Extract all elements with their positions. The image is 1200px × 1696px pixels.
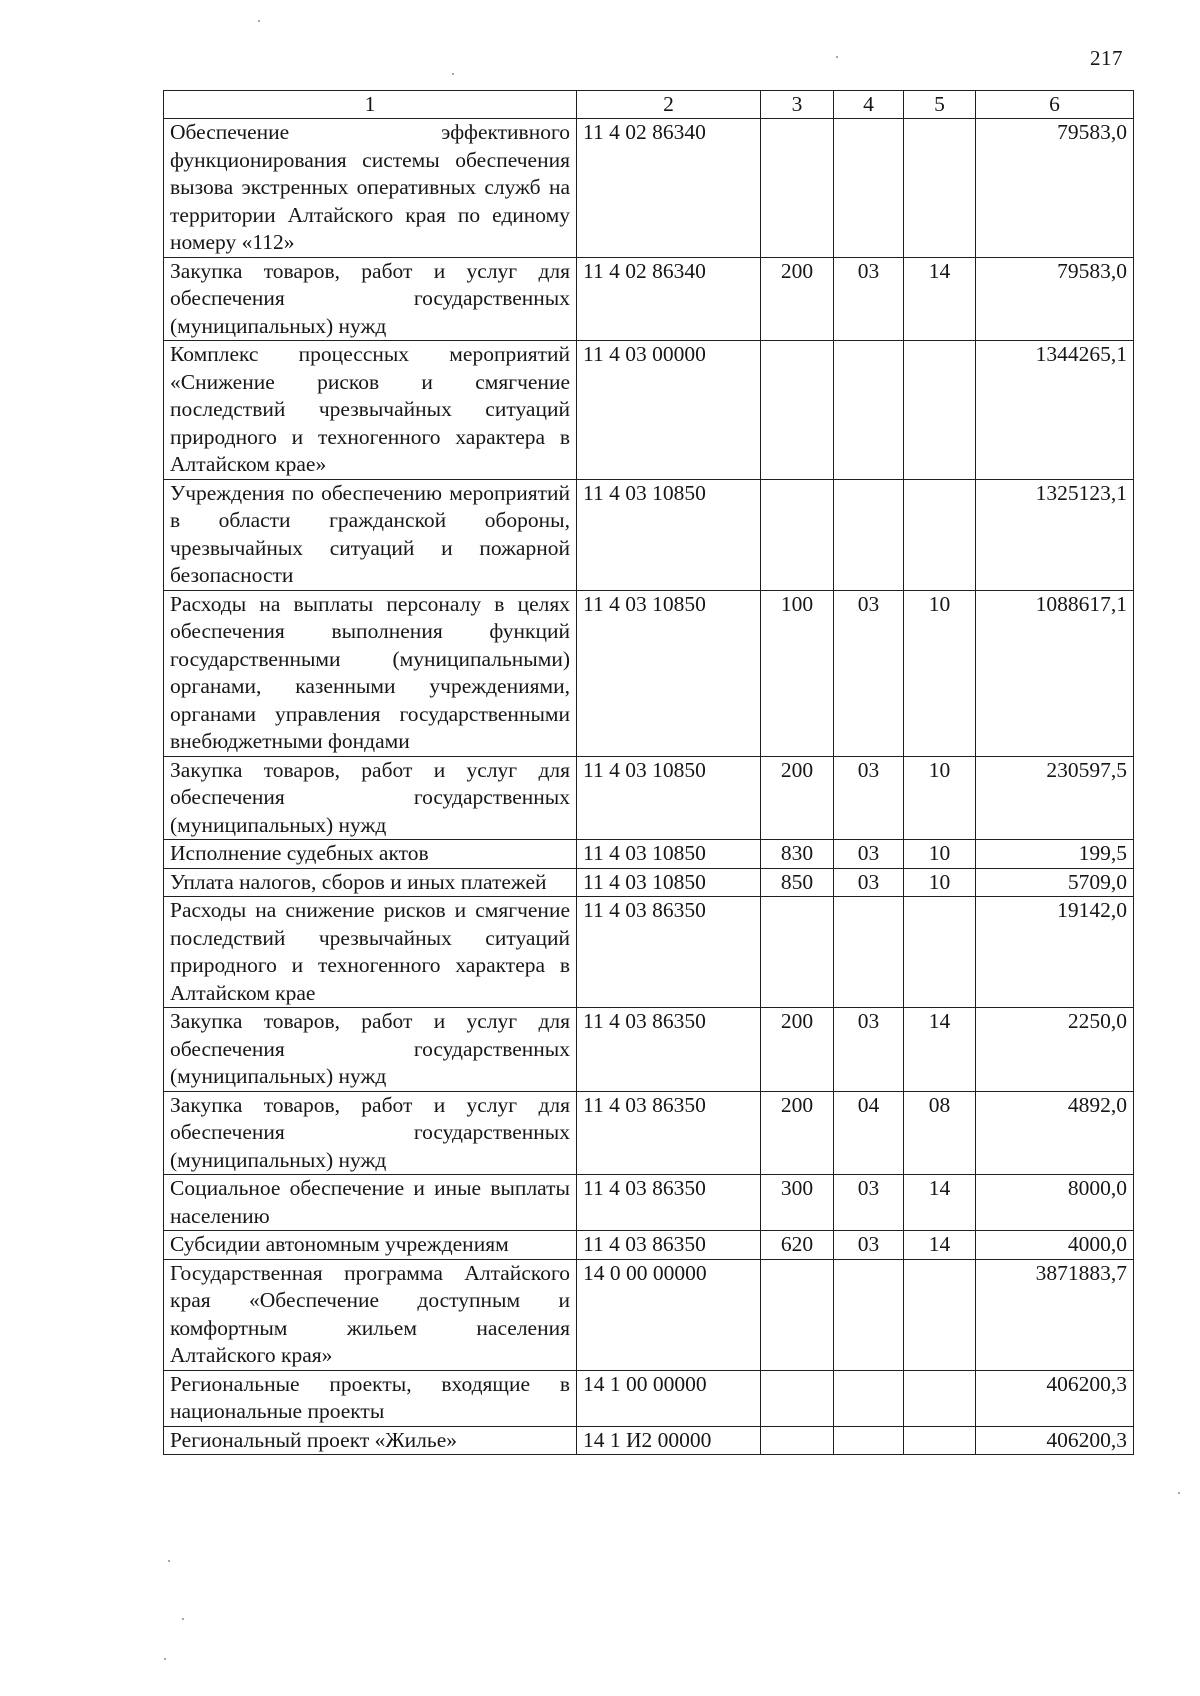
header-col-6: 6 [976, 91, 1134, 119]
header-col-2: 2 [577, 91, 761, 119]
row-col-3 [761, 119, 834, 258]
row-col-3 [761, 479, 834, 590]
row-amount: 406200,3 [976, 1370, 1134, 1426]
row-amount: 2250,0 [976, 1008, 1134, 1092]
row-col-4 [834, 119, 904, 258]
row-amount: 19142,0 [976, 897, 1134, 1008]
row-code: 11 4 03 10850 [577, 756, 761, 840]
row-col-3: 100 [761, 590, 834, 756]
row-col-3: 200 [761, 756, 834, 840]
table-row [164, 1231, 1134, 1260]
row-col-4: 03 [834, 1231, 904, 1260]
row-name: Уплата налогов, сборов и иных платежей [164, 868, 577, 897]
row-name: Учреждения по обеспечению мероприятий в области гражданской обороны, чрезвычайных ситуаций и пожарной безопасности [164, 479, 577, 590]
row-col-5: 08 [904, 1091, 976, 1175]
table-row [164, 868, 1134, 897]
row-col-5: 10 [904, 840, 976, 869]
table-row [164, 341, 1134, 480]
scan-speck [182, 1618, 184, 1620]
table-row [164, 897, 1134, 1008]
row-col-4 [834, 1426, 904, 1455]
row-col-4: 03 [834, 590, 904, 756]
row-code: 11 4 03 86350 [577, 1175, 761, 1231]
table-row [164, 840, 1134, 869]
table-header-row [164, 91, 1134, 119]
header-col-3: 3 [761, 91, 834, 119]
row-name: Комплекс процессных мероприятий «Снижение рисков и смягчение последствий чрезвычайных ситуаций природного и техногенного характера в Алтайском крае» [164, 341, 577, 480]
row-code: 11 4 03 86350 [577, 1231, 761, 1260]
row-name: Закупка товаров, работ и услуг для обеспечения государственных (муниципальных) нужд [164, 1008, 577, 1092]
row-col-4 [834, 1259, 904, 1370]
row-col-5: 14 [904, 257, 976, 341]
row-name: Закупка товаров, работ и услуг для обеспечения государственных (муниципальных) нужд [164, 1091, 577, 1175]
table-row [164, 1370, 1134, 1426]
row-name: Государственная программа Алтайского края «Обеспечение доступным и комфортным жильем населения Алтайского края» [164, 1259, 577, 1370]
table-body [164, 119, 1134, 1455]
row-amount: 1344265,1 [976, 341, 1134, 480]
row-col-4: 03 [834, 868, 904, 897]
row-name: Субсидии автономным учреждениям [164, 1231, 577, 1260]
row-name: Закупка товаров, работ и услуг для обеспечения государственных (муниципальных) нужд [164, 257, 577, 341]
row-col-5 [904, 897, 976, 1008]
row-col-5: 14 [904, 1008, 976, 1092]
row-col-3 [761, 1259, 834, 1370]
table-row [164, 1091, 1134, 1175]
row-code: 14 1 00 00000 [577, 1370, 761, 1426]
row-amount: 1325123,1 [976, 479, 1134, 590]
row-col-5: 14 [904, 1231, 976, 1260]
row-col-3 [761, 1370, 834, 1426]
row-name: Социальное обеспечение и иные выплаты населению [164, 1175, 577, 1231]
table-row [164, 1259, 1134, 1370]
table-row [164, 257, 1134, 341]
page-number: 217 [1090, 46, 1123, 70]
row-col-4: 03 [834, 257, 904, 341]
scan-speck [1178, 1492, 1180, 1494]
row-col-4: 03 [834, 1008, 904, 1092]
row-col-4 [834, 341, 904, 480]
row-col-5 [904, 1426, 976, 1455]
row-name: Расходы на снижение рисков и смягчение последствий чрезвычайных ситуаций природного и техногенного характера в Алтайском крае [164, 897, 577, 1008]
scan-speck [258, 20, 260, 22]
row-code: 11 4 03 10850 [577, 479, 761, 590]
row-name: Региональный проект «Жилье» [164, 1426, 577, 1455]
scan-speck [164, 1658, 166, 1660]
table-row [164, 479, 1134, 590]
row-amount: 5709,0 [976, 868, 1134, 897]
budget-table [163, 90, 1134, 1455]
row-amount: 3871883,7 [976, 1259, 1134, 1370]
row-code: 11 4 03 86350 [577, 1091, 761, 1175]
row-col-5 [904, 119, 976, 258]
scan-speck [168, 1560, 170, 1562]
row-col-3: 200 [761, 1091, 834, 1175]
scan-speck [452, 73, 454, 75]
row-col-3 [761, 897, 834, 1008]
row-amount: 406200,3 [976, 1426, 1134, 1455]
table-row [164, 1426, 1134, 1455]
row-code: 11 4 03 86350 [577, 897, 761, 1008]
row-code: 11 4 03 10850 [577, 590, 761, 756]
row-code: 11 4 03 86350 [577, 1008, 761, 1092]
table-row [164, 756, 1134, 840]
row-amount: 1088617,1 [976, 590, 1134, 756]
table-row [164, 590, 1134, 756]
row-code: 11 4 02 86340 [577, 119, 761, 258]
row-col-4 [834, 897, 904, 1008]
row-col-5 [904, 1259, 976, 1370]
row-code: 14 1 И2 00000 [577, 1426, 761, 1455]
row-amount: 199,5 [976, 840, 1134, 869]
row-code: 11 4 03 10850 [577, 868, 761, 897]
row-col-3: 830 [761, 840, 834, 869]
row-col-3: 850 [761, 868, 834, 897]
row-code: 14 0 00 00000 [577, 1259, 761, 1370]
row-col-5: 10 [904, 756, 976, 840]
row-col-5 [904, 1370, 976, 1426]
row-col-3 [761, 1426, 834, 1455]
row-name: Исполнение судебных актов [164, 840, 577, 869]
row-col-5: 10 [904, 868, 976, 897]
table-row [164, 119, 1134, 258]
table-row [164, 1008, 1134, 1092]
row-col-3: 200 [761, 1008, 834, 1092]
row-col-3: 300 [761, 1175, 834, 1231]
row-amount: 79583,0 [976, 257, 1134, 341]
row-col-5 [904, 341, 976, 480]
row-name: Расходы на выплаты персоналу в целях обеспечения выполнения функций государственными (муниципальными) органами, казенными учреждениями, органами управления государственными внебюджетными фондами [164, 590, 577, 756]
table-row [164, 1175, 1134, 1231]
row-code: 11 4 03 00000 [577, 341, 761, 480]
row-col-4: 03 [834, 840, 904, 869]
row-name: Обеспечение эффективного функционирования системы обеспечения вызова экстренных оперативных служб на территории Алтайского края по единому номеру «112» [164, 119, 577, 258]
row-col-5: 14 [904, 1175, 976, 1231]
row-amount: 4000,0 [976, 1231, 1134, 1260]
header-col-4: 4 [834, 91, 904, 119]
row-col-3 [761, 341, 834, 480]
header-col-1: 1 [164, 91, 577, 119]
row-amount: 79583,0 [976, 119, 1134, 258]
row-col-4: 04 [834, 1091, 904, 1175]
row-amount: 230597,5 [976, 756, 1134, 840]
row-col-5 [904, 479, 976, 590]
row-code: 11 4 02 86340 [577, 257, 761, 341]
row-name: Региональные проекты, входящие в национальные проекты [164, 1370, 577, 1426]
scan-speck [836, 56, 838, 58]
row-col-3: 620 [761, 1231, 834, 1260]
row-col-5: 10 [904, 590, 976, 756]
row-col-4: 03 [834, 1175, 904, 1231]
row-amount: 8000,0 [976, 1175, 1134, 1231]
row-col-4 [834, 479, 904, 590]
row-col-4 [834, 1370, 904, 1426]
header-col-5: 5 [904, 91, 976, 119]
row-code: 11 4 03 10850 [577, 840, 761, 869]
row-col-3: 200 [761, 257, 834, 341]
row-col-4: 03 [834, 756, 904, 840]
row-name: Закупка товаров, работ и услуг для обеспечения государственных (муниципальных) нужд [164, 756, 577, 840]
row-amount: 4892,0 [976, 1091, 1134, 1175]
